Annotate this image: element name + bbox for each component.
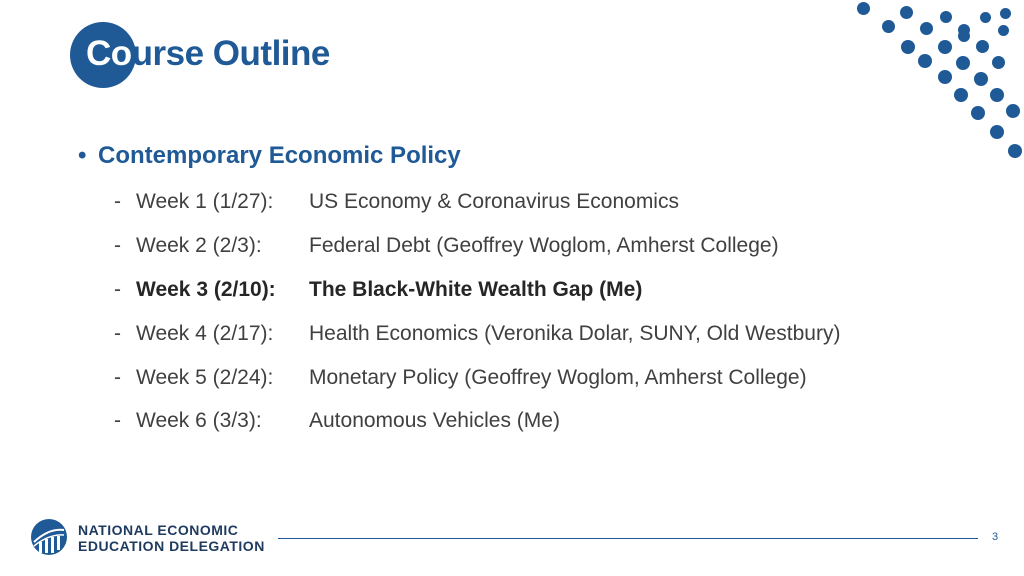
slide-title: Course Outline	[86, 34, 330, 73]
org-name-line2: EDUCATION DELEGATION	[78, 538, 265, 554]
list-item: - Week 5 (2/24): Monetary Policy (Geoffrey Woglom, Amherst College)	[114, 366, 807, 389]
bullet-heading-text: Contemporary Economic Policy	[98, 142, 461, 169]
footer-divider	[278, 538, 978, 539]
bullet-icon: •	[78, 142, 87, 169]
list-item: - Week 1 (1/27): US Economy & Coronavirus Economics	[114, 190, 679, 213]
list-item-highlighted: - Week 3 (2/10): The Black-White Wealth Gap (Me)	[114, 278, 643, 301]
page-number: 3	[992, 531, 999, 543]
dot-pattern-decoration	[840, 0, 1024, 170]
bullet-heading	[78, 140, 461, 172]
list-item: - Week 6 (3/3): Autonomous Vehicles (Me)	[114, 409, 560, 432]
organization-logo	[30, 518, 270, 558]
need-logo-icon	[30, 518, 68, 556]
list-item: - Week 4 (2/17): Health Economics (Veronika Dolar, SUNY, Old Westbury)	[114, 322, 841, 345]
list-item: - Week 2 (2/3): Federal Debt (Geoffrey Woglom, Amherst College)	[114, 234, 779, 257]
org-name-line1: NATIONAL ECONOMIC	[78, 522, 239, 538]
